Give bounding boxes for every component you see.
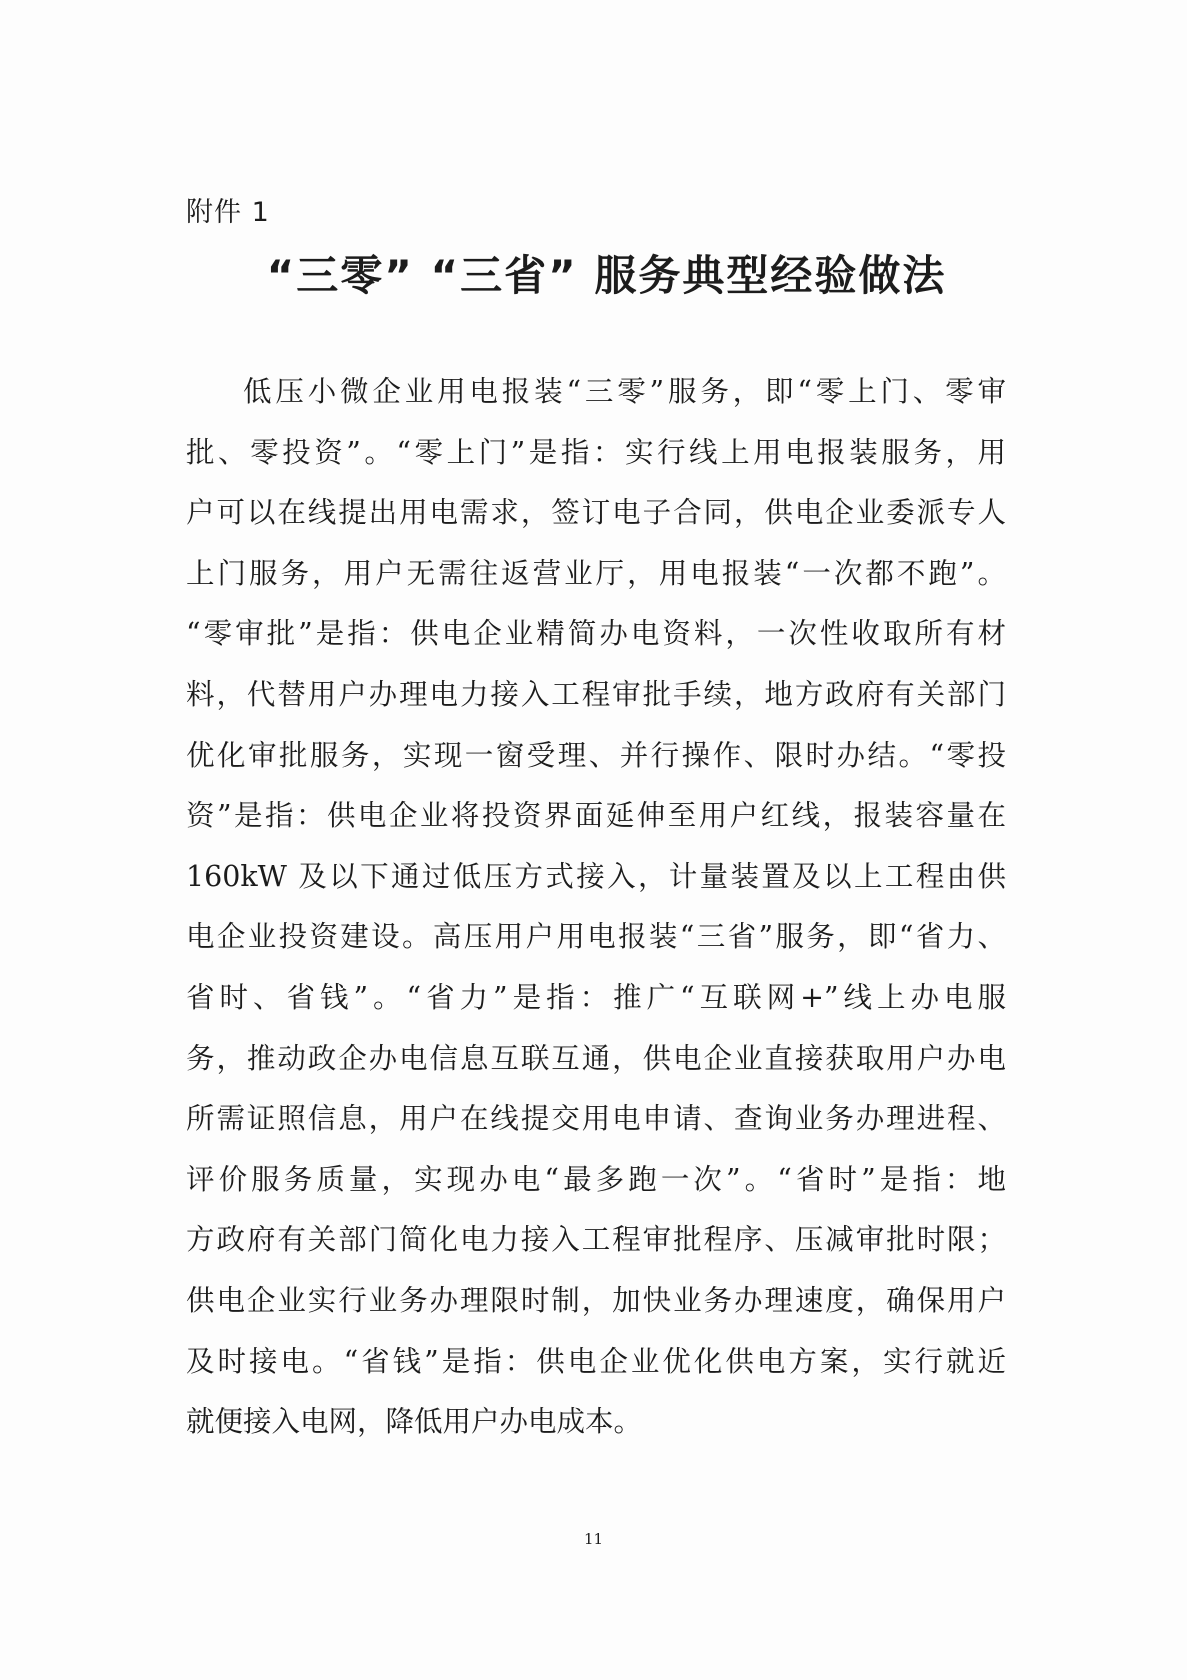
body-line: 批、零投资”。“零上门”是指：实行线上用电报装服务，用 — [186, 435, 1006, 469]
body-line: 所需证照信息，用户在线提交用电申请、查询业务办理进程、 — [186, 1102, 1006, 1136]
body-line: 电企业投资建设。高压用户用电报装“三省”服务，即“省力、 — [186, 920, 1006, 954]
body-line: 就便接入电网，降低用户办电成本。 — [186, 1405, 643, 1439]
body-line: 料，代替用户办理电力接入工程审批手续，地方政府有关部门 — [186, 677, 1006, 711]
body-line: 评价服务质量，实现办电“最多跑一次”。“省时”是指：地 — [186, 1162, 1006, 1196]
body-line: 优化审批服务，实现一窗受理、并行操作、限时办结。“零投 — [186, 738, 1006, 772]
body-line: 低压小微企业用电报装“三零”服务，即“零上门、零审 — [243, 375, 1006, 408]
body-line: 及时接电。“省钱”是指：供电企业优化供电方案，实行就近 — [186, 1344, 1006, 1378]
document-title: “三零” “三省” 服务典型经验做法 — [266, 251, 947, 300]
body-line: 务，推动政企办电信息互联互通，供电企业直接获取用户办电 — [186, 1041, 1006, 1075]
body-line: “零审批”是指：供电企业精简办电资料，一次性收取所有材 — [186, 617, 1006, 651]
body-line: 供电企业实行业务办理限时制，加快业务办理速度，确保用户 — [186, 1283, 1006, 1317]
page-number: 11 — [583, 1530, 604, 1548]
body-paragraph — [186, 362, 1006, 1453]
body-line: 160kW 及以下通过低压方式接入，计量装置及以上工程由供 — [186, 859, 1006, 893]
body-line: 资”是指：供电企业将投资界面延伸至用户红线，报装容量在 — [186, 799, 1006, 833]
attachment-label: 附件 1 — [186, 197, 270, 228]
body-line: 省时、省钱”。“省力”是指：推广“互联网+”线上办电服 — [186, 980, 1006, 1014]
body-line: 方政府有关部门简化电力接入工程审批程序、压减审批时限； — [186, 1223, 1006, 1257]
body-line: 户可以在线提出用电需求，签订电子合同，供电企业委派专人 — [186, 496, 1006, 530]
body-line: 上门服务，用户无需往返营业厅，用电报装“一次都不跑”。 — [186, 556, 1006, 590]
